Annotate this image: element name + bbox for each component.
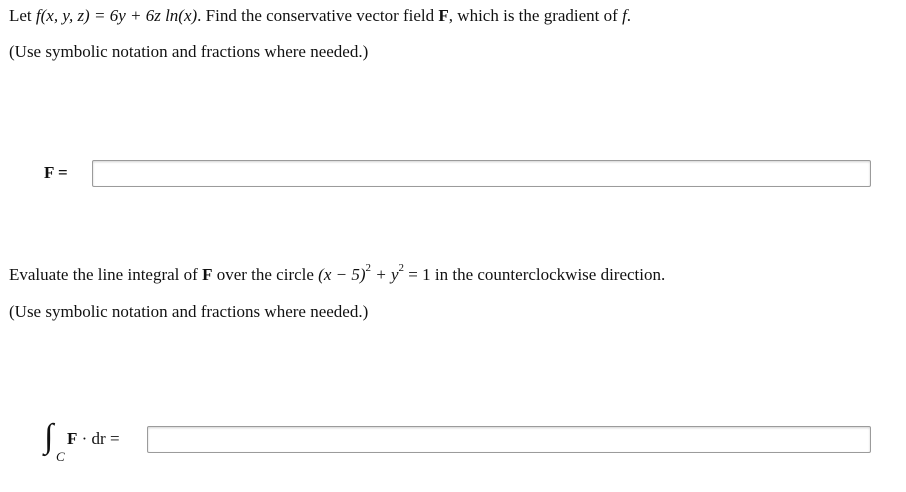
integral-sign: ∫	[44, 418, 54, 455]
question1-note: (Use symbolic notation and fractions where needed.)	[9, 42, 369, 61]
integral-subscript: C	[56, 449, 65, 464]
circle-eq-part-a: (x − 5)	[318, 265, 366, 284]
field-symbol: F	[438, 6, 449, 25]
integrand-rest: · dr =	[77, 429, 120, 448]
f-symbol: f	[622, 6, 627, 25]
question2-note: (Use symbolic notation and fractions where needed.)	[9, 302, 369, 321]
q1-intro: Let	[9, 6, 36, 25]
question1-text	[9, 6, 631, 26]
q2-field-symbol: F	[202, 265, 213, 284]
q1-end: .	[626, 6, 632, 25]
circle-eq-part-c: = 1	[404, 265, 431, 284]
circle-exponent-2: 2	[398, 262, 405, 275]
answer1-label: F =	[44, 163, 68, 182]
circle-exponent-1: 2	[365, 262, 372, 275]
q1-text-after: . Find the conservative vector field	[197, 6, 439, 25]
function-definition: f(x, y, z) = 6y + 6z ln(x)	[35, 6, 198, 25]
question2-text	[9, 262, 666, 285]
circle-eq-part-b: + y	[371, 265, 399, 284]
q2-intro: Evaluate the line integral of	[9, 265, 203, 284]
integrand	[67, 429, 120, 449]
integrand-field: F	[67, 429, 78, 448]
line-integral-answer-input[interactable]	[147, 426, 871, 453]
vector-field-answer-input[interactable]	[92, 160, 871, 187]
q2-text-tail: in the counterclockwise direction.	[430, 265, 666, 284]
q2-text-mid: over the circle	[212, 265, 319, 284]
q1-text-tail: , which is the gradient of	[448, 6, 623, 25]
